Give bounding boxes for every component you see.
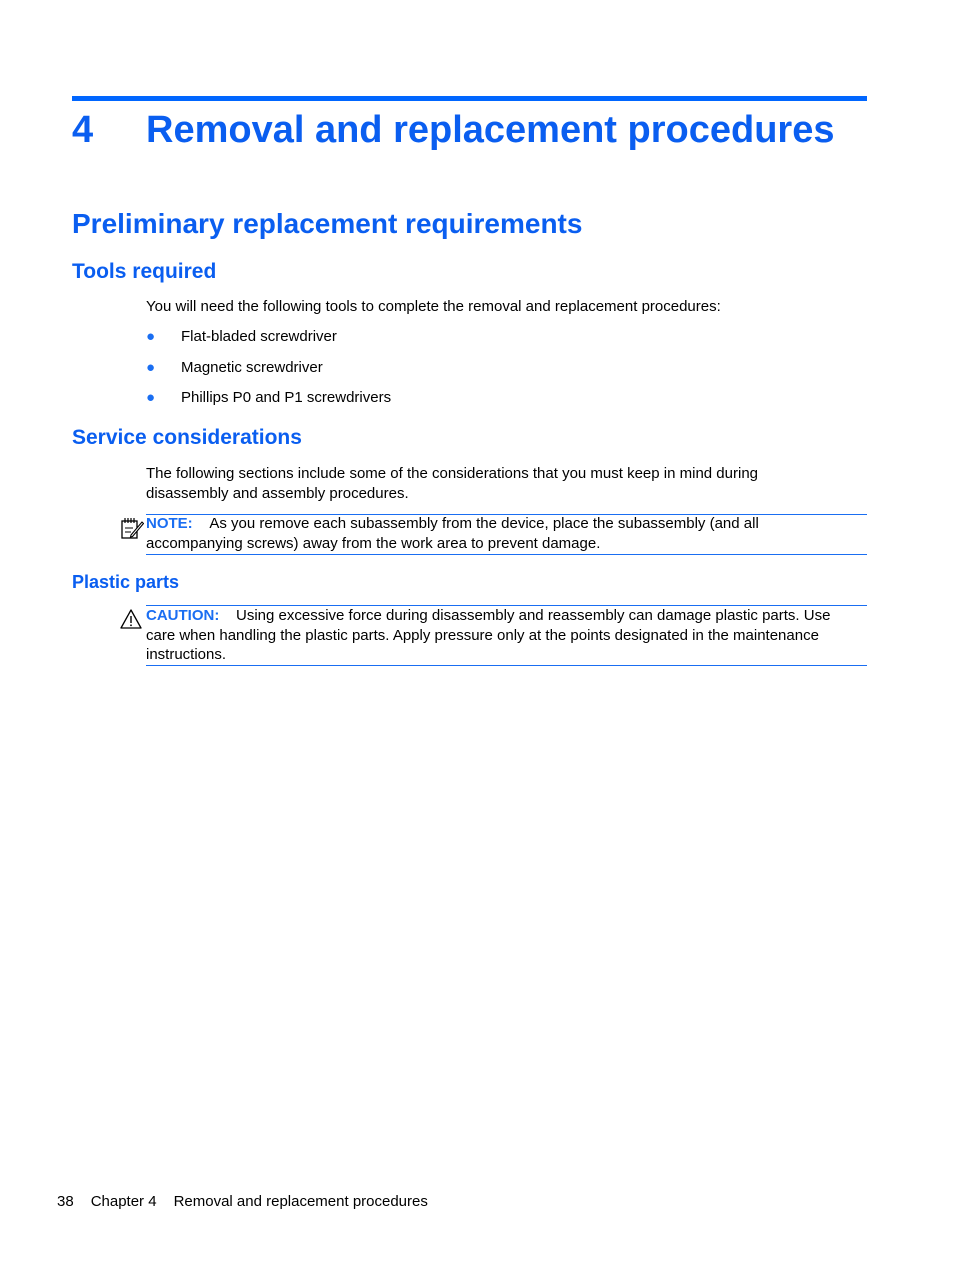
note-icon: [120, 516, 144, 540]
caution-body: Using excessive force during disassembly and reassembly can damage plastic parts. Use care when handling the plastic parts. Apply pressure only at the points designated in the maintenance instructions.: [146, 607, 831, 663]
list-item: Flat-bladed screwdriver: [181, 328, 337, 345]
chapter-title: Removal and replacement procedures: [146, 109, 835, 151]
footer-chapter-title: Removal and replacement procedures: [173, 1193, 428, 1210]
footer-chapter-label: Chapter 4: [90, 1193, 157, 1210]
chapter-rule: [72, 96, 867, 101]
plastic-heading: Plastic parts: [72, 572, 180, 592]
section-heading: Preliminary replacement requirements: [72, 208, 583, 239]
bullet-icon: ●: [146, 328, 156, 345]
service-heading: Service considerations: [72, 426, 302, 449]
caution-label: CAUTION:: [146, 607, 220, 624]
tools-heading: Tools required: [72, 260, 217, 283]
page-number: 38: [57, 1193, 74, 1210]
page-footer: [57, 1192, 428, 1211]
caution-text: [146, 606, 861, 665]
bullet-icon: ●: [146, 359, 156, 376]
note-body: As you remove each subassembly from the device, place the subassembly (and all accompanying screws) away from the work area to prevent damage.: [146, 515, 759, 552]
service-intro: The following sections include some of the considerations that you must keep in mind during disassembly and assembly procedures.: [146, 465, 759, 502]
tools-intro: You will need the following tools to complete the removal and replacement procedures:: [146, 298, 721, 315]
chapter-number: 4: [72, 109, 94, 151]
list-item: Magnetic screwdriver: [181, 359, 323, 376]
note-label: NOTE:: [146, 515, 193, 532]
bullet-icon: ●: [146, 389, 156, 406]
list-item: Phillips P0 and P1 screwdrivers: [181, 389, 392, 406]
caution-icon: [120, 609, 142, 629]
note-text: [146, 514, 846, 553]
